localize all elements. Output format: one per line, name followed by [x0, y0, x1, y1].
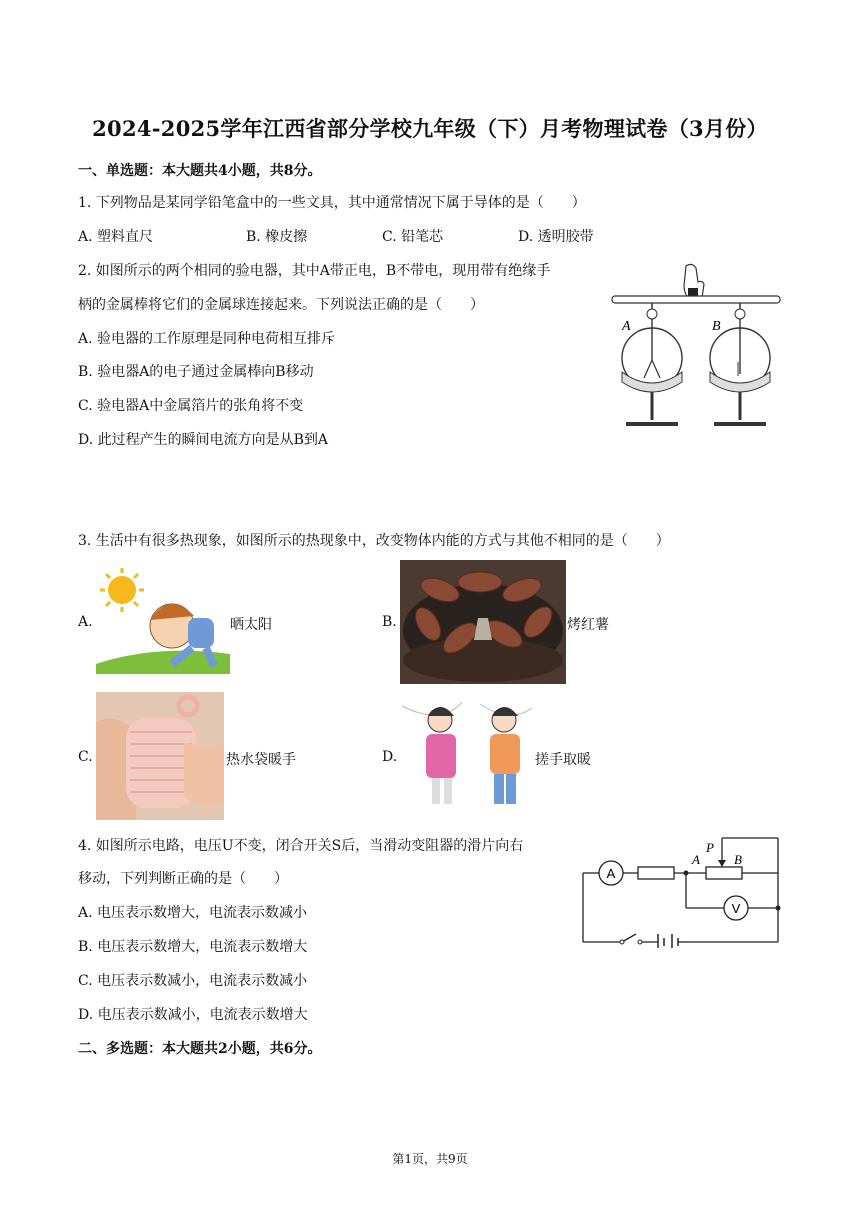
question-4-stem-line1: 4. 如图所示电路，电压U不变，闭合开关S后，当滑动变阻器的滑片向右: [78, 838, 524, 854]
section-heading-multiple-choice: 二、多选题：本大题共2小题，共6分。: [78, 1041, 322, 1057]
ammeter-label: A: [606, 866, 616, 881]
electroscope-label-a: A: [622, 319, 631, 334]
rheostat-end-b: B: [734, 852, 742, 867]
q4-option-c: C. 电压表示数减小，电流表示数减小: [78, 973, 308, 989]
page-footer: 第1页，共9页: [392, 1152, 468, 1166]
electroscope-a: [622, 303, 682, 424]
q1-option-c: C. 铅笔芯: [382, 229, 444, 245]
q3-option-b-caption: 烤红薯: [567, 617, 609, 633]
q1-option-b: B. 橡皮擦: [246, 229, 308, 245]
q3-option-c-letter: C.: [78, 749, 93, 765]
rubbing-hands-image: [400, 696, 534, 820]
q4-option-d: D. 电压表示数减小，电流表示数增大: [78, 1007, 308, 1023]
q2-option-d: D. 此过程产生的瞬间电流方向是从B到A: [78, 432, 329, 448]
section-heading-single-choice: 一、单选题：本大题共4小题，共8分。: [78, 163, 322, 179]
rheostat-end-a: A: [692, 852, 700, 867]
question-2-stem-line2: 柄的金属棒将它们的金属球连接起来。下列说法正确的是（ ）: [78, 297, 484, 313]
electroscope-label-b: B: [712, 319, 721, 334]
electroscope-figure: [608, 262, 784, 432]
q2-option-b: B. 验电器A的电子通过金属棒向B移动: [78, 364, 314, 380]
q3-option-d-letter: D.: [382, 749, 398, 765]
hot-water-bag-image: [96, 692, 224, 820]
page-title: 2024-2025学年江西省部分学校九年级（下）月考物理试卷（3月份）: [92, 116, 768, 141]
q3-option-d-caption: 搓手取暖: [535, 752, 591, 768]
voltmeter-label: V: [731, 901, 741, 916]
q3-option-a-caption: 晒太阳: [230, 617, 272, 633]
question-1-stem: 1. 下列物品是某同学铅笔盒中的一些文具，其中通常情况下属于导体的是（ ）: [78, 195, 586, 211]
question-2-stem-line1: 2. 如图所示的两个相同的验电器，其中A带正电，B不带电，现用带有绝缘手: [78, 263, 551, 279]
sun-child-image: [96, 568, 230, 674]
question-3-stem: 3. 生活中有很多热现象，如图所示的热现象中，改变物体内能的方式与其他不相同的是（ ）: [78, 533, 670, 549]
roasted-sweet-potato-image: [400, 560, 566, 684]
circuit-diagram: [578, 830, 784, 948]
question-1-options: [78, 226, 638, 246]
q4-option-b: B. 电压表示数增大，电流表示数增大: [78, 939, 308, 955]
q2-option-c: C. 验电器A中金属箔片的张角将不变: [78, 398, 304, 414]
q2-option-a: A. 验电器的工作原理是同种电荷相互排斥: [78, 331, 336, 347]
q1-option-a: A. 塑料直尺: [78, 229, 154, 245]
q3-option-c-caption: 热水袋暖手: [226, 752, 296, 768]
slider-label-p: P: [706, 840, 714, 855]
q3-option-b-letter: B.: [382, 614, 397, 630]
question-4-stem-line2: 移动，下列判断正确的是（ ）: [78, 871, 288, 887]
q3-option-a-letter: A.: [78, 614, 93, 630]
q1-option-d: D. 透明胶带: [518, 229, 594, 245]
q4-option-a: A. 电压表示数增大，电流表示数减小: [78, 905, 308, 921]
